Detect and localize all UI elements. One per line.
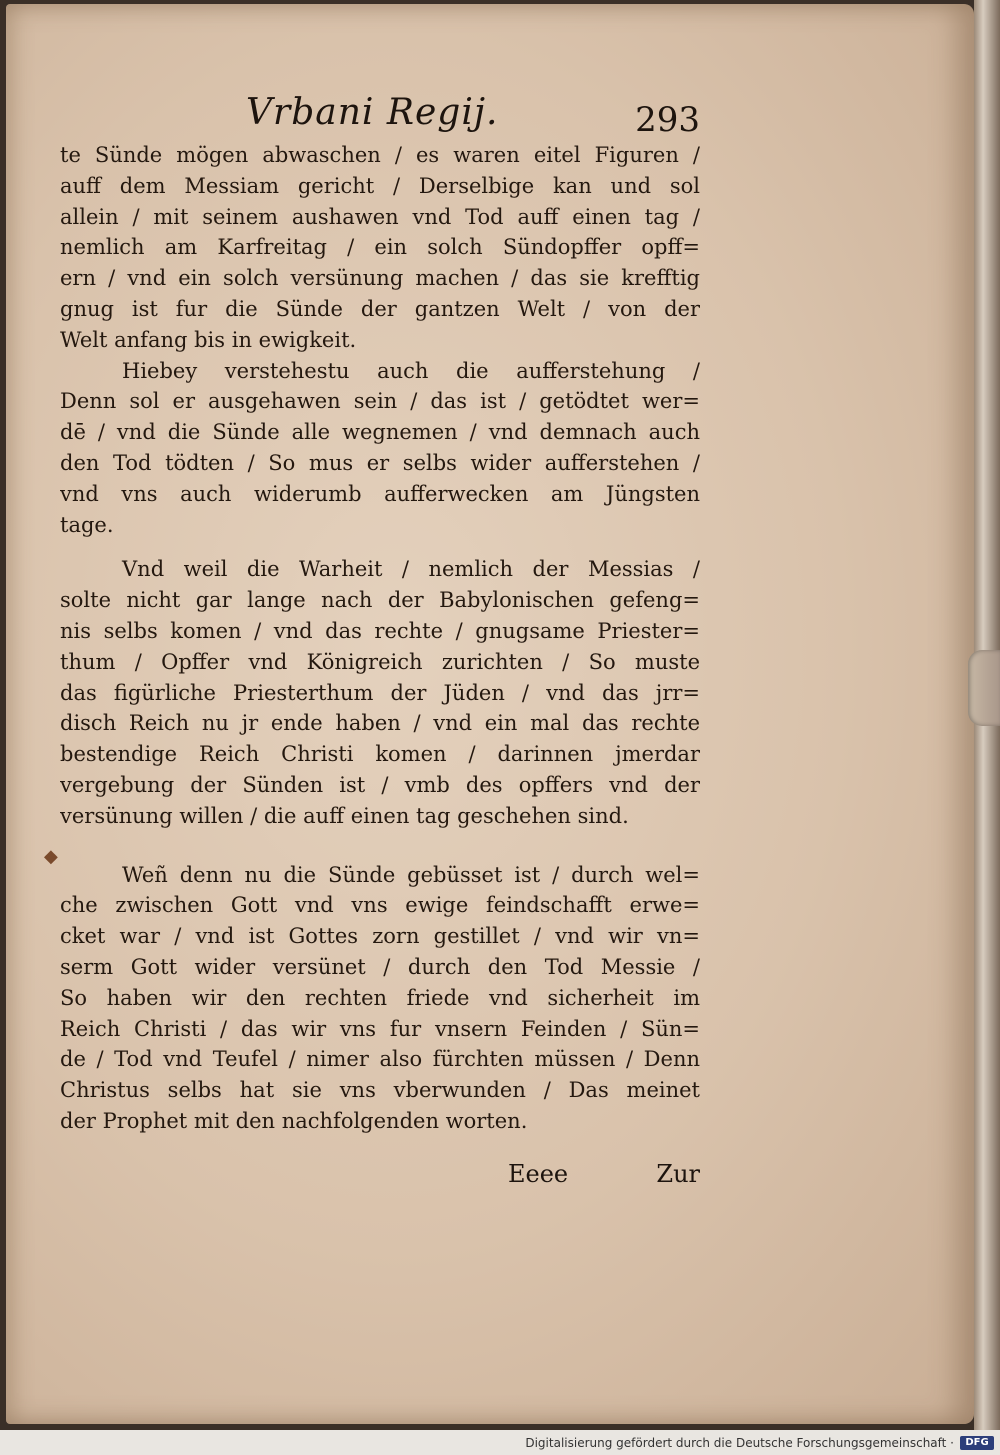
paragraph xyxy=(60,356,700,541)
text-line: Weñ denn nu die Sünde gebüsset ist / durch wel= xyxy=(122,862,700,887)
text-line: Vnd weil die Warheit / nemlich der Messias / xyxy=(122,557,700,582)
page-number: 293 xyxy=(635,100,700,140)
catchword: Zur xyxy=(656,1160,700,1188)
text-line: Reich Christi / das wir vns fur vnsern Feinden / Sün= xyxy=(60,1016,700,1041)
text-line: Christus selbs hat sie vns vberwunden / Das meinet xyxy=(60,1078,700,1103)
book-clasp xyxy=(968,650,1000,726)
text-line: vergebung der Sünden ist / vmb des opffers vnd der xyxy=(60,772,700,797)
text-line: vnd vns auch widerumb aufferwecken am Jüngsten xyxy=(60,481,700,506)
text-line: Welt anfang bis in ewigkeit. xyxy=(60,327,357,352)
text-line: allein / mit seinem aushawen vnd Tod auff einen tag / xyxy=(60,204,700,229)
running-head: Vrbani Regij. xyxy=(246,92,499,133)
text-line: gnug ist fur die Sünde der gantzen Welt / von der xyxy=(60,296,700,321)
text-line: Hiebey verstehestu auch die aufferstehung / xyxy=(122,358,700,383)
page-footer xyxy=(60,1160,700,1200)
text-line: tage. xyxy=(60,512,114,537)
text-line: te Sünde mögen abwaschen / es waren eitel Figuren / xyxy=(60,143,700,167)
text-line: der Prophet mit den nachfolgenden worten. xyxy=(60,1108,528,1133)
text-line: solte nicht gar lange nach der Babylonischen gefeng= xyxy=(60,588,700,613)
text-line: serm Gott wider versünet / durch den Tod Messie / xyxy=(60,954,700,979)
paragraph xyxy=(60,860,700,1137)
paragraph xyxy=(60,140,700,356)
credit-bar xyxy=(0,1430,1000,1455)
text-line: thum / Opffer vnd Königreich zurichten / So muste xyxy=(60,649,700,674)
text-line: nis selbs komen / vnd das rechte / gnugsame Priester= xyxy=(60,618,700,643)
text-line: So haben wir den rechten friede vnd sicherheit im xyxy=(60,985,700,1010)
text-line: disch Reich nu jr ende haben / vnd ein mal das rechte xyxy=(60,711,700,736)
ink-mark-icon: ◆ xyxy=(44,846,58,867)
text-line: bestendige Reich Christi komen / darinnen jmerdar xyxy=(60,742,700,767)
text-line: das figürliche Priesterthum der Jüden / vnd das jrr= xyxy=(60,680,700,705)
text-line: cket war / vnd ist Gottes zorn gestillet / vnd wir vn= xyxy=(60,924,700,949)
credit-text: Digitalisierung gefördert durch die Deutsche Forschungsgemeinschaft · xyxy=(525,1436,954,1450)
text-line: nemlich am Karfreitag / ein solch Sündopffer opff= xyxy=(60,235,700,260)
text-line: che zwischen Gott vnd vns ewige feindschafft erwe= xyxy=(60,893,700,918)
signature-mark: Eeee xyxy=(508,1160,569,1188)
text-line: versünung willen / die auff einen tag geschehen sind. xyxy=(60,803,629,828)
paragraph xyxy=(60,554,700,831)
text-line: Denn sol er ausgehawen sein / das ist / getödtet wer= xyxy=(60,389,700,414)
text-line: den Tod tödten / So mus er selbs wider aufferstehen / xyxy=(60,450,700,475)
text-line: de / Tod vnd Teufel / nimer also fürchten müssen / Denn xyxy=(60,1047,700,1072)
body-text xyxy=(60,140,700,1137)
dfg-logo: DFG xyxy=(960,1436,994,1450)
text-line: auff dem Messiam gericht / Derselbige kan und sol xyxy=(60,173,700,198)
text-line: ern / vnd ein solch versünung machen / das sie krefftig xyxy=(60,266,700,291)
text-line: dē / vnd die Sünde alle wegnemen / vnd demnach auch xyxy=(60,420,700,445)
